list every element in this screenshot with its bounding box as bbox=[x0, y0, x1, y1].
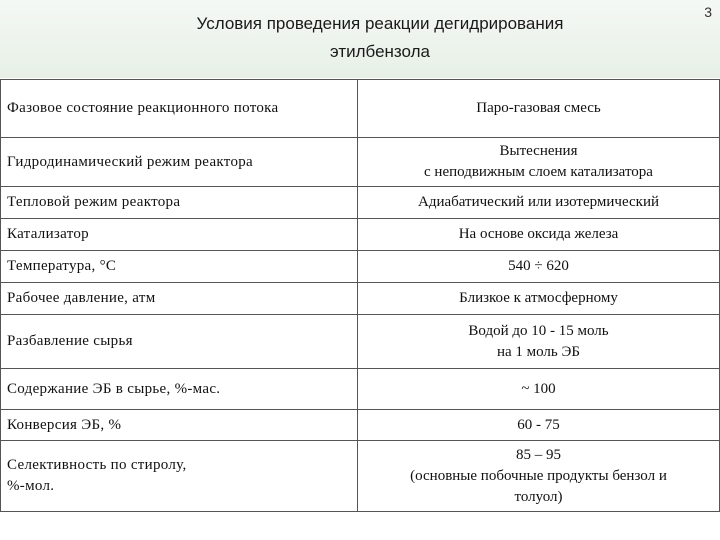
param-cell bbox=[1, 441, 358, 512]
param-cell: Разбавление сырья bbox=[1, 315, 358, 369]
value-cell: Близкое к атмосферному bbox=[358, 283, 720, 315]
value-cell: На основе оксида железа bbox=[358, 219, 720, 251]
value-cell: 540 ÷ 620 bbox=[358, 251, 720, 283]
conditions-table bbox=[0, 79, 720, 512]
value-cell bbox=[358, 138, 720, 187]
slide-number: 3 bbox=[704, 4, 712, 20]
value-line: на 1 моль ЭБ bbox=[496, 343, 581, 360]
value-cell: ~ 100 bbox=[358, 369, 720, 410]
table-row bbox=[1, 219, 720, 251]
param-cell: Содержание ЭБ в сырье, %-мас. bbox=[1, 369, 358, 410]
value-line: (основные побочные продукты бензол и bbox=[410, 467, 667, 484]
value-line: Водой до 10 - 15 моль bbox=[468, 322, 609, 339]
table-row bbox=[1, 315, 720, 369]
param-cell: Рабочее давление, атм bbox=[1, 283, 358, 315]
param-cell: Тепловой режим реактора bbox=[1, 187, 358, 219]
param-cell: Конверсия ЭБ, % bbox=[1, 410, 358, 441]
table-row bbox=[1, 410, 720, 441]
value-line: толуол) bbox=[514, 488, 563, 505]
param-cell: Гидродинамический режим реактора bbox=[1, 138, 358, 187]
table-row bbox=[1, 138, 720, 187]
slide-header bbox=[0, 0, 720, 78]
value-cell bbox=[358, 441, 720, 512]
value-cell bbox=[358, 315, 720, 369]
param-cell: Фазовое состояние реакционного потока bbox=[1, 80, 358, 138]
value-line: 85 – 95 bbox=[516, 446, 561, 463]
value-cell: Адиабатический или изотермический bbox=[358, 187, 720, 219]
param-line: %-мол. bbox=[7, 478, 55, 494]
value-line: Вытеснения bbox=[499, 143, 578, 159]
slide-title bbox=[150, 10, 610, 66]
value-cell: 60 - 75 bbox=[358, 410, 720, 441]
title-line-2: этилбензола bbox=[330, 42, 430, 61]
table-row bbox=[1, 369, 720, 410]
table-row bbox=[1, 80, 720, 138]
table-row bbox=[1, 251, 720, 283]
title-line-1: Условия проведения реакции дегидрирования bbox=[196, 14, 564, 33]
param-line: Селективность по стиролу, bbox=[7, 457, 187, 473]
table-row bbox=[1, 187, 720, 219]
table-row bbox=[1, 283, 720, 315]
value-line: с неподвижным слоем катализатора bbox=[424, 164, 653, 180]
param-cell: Температура, °С bbox=[1, 251, 358, 283]
param-cell: Катализатор bbox=[1, 219, 358, 251]
value-cell: Паро-газовая смесь bbox=[358, 80, 720, 138]
table-row bbox=[1, 441, 720, 512]
